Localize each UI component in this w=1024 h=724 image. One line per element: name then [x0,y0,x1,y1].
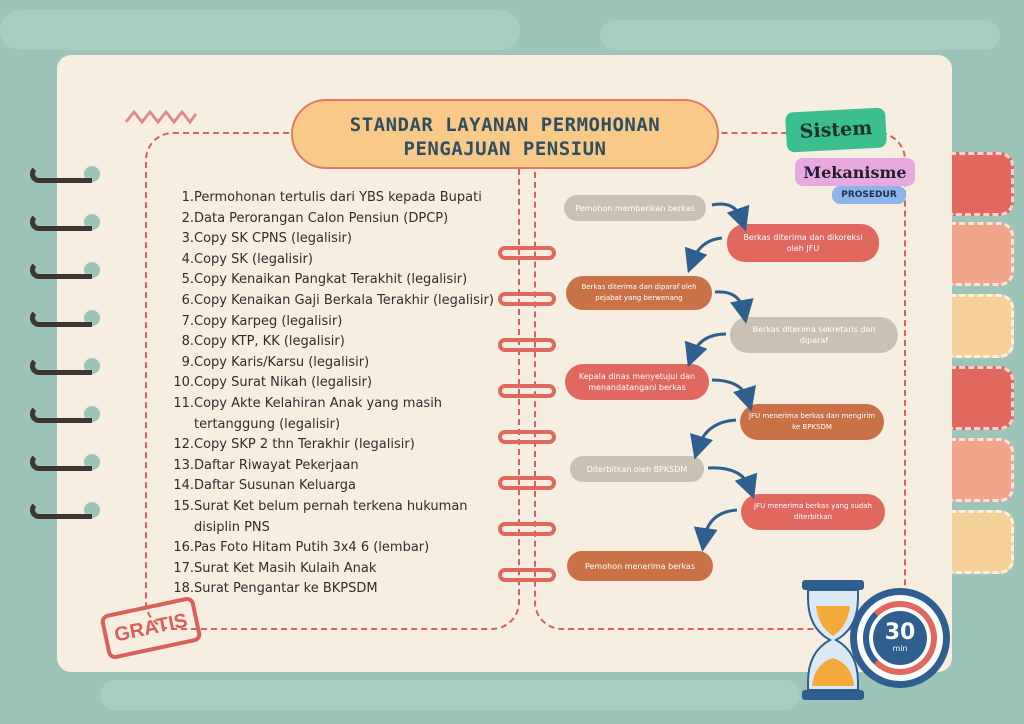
list-item: 3. Copy SK CPNS (legalisir) [181,231,352,247]
timer-icon [850,588,950,688]
gratis-label: GRATIS [112,609,190,646]
flow-arrow [712,380,748,400]
flow-step: JFU menerima berkas yang sudah diterbitkan [741,494,885,530]
flow-step: Berkas diterima dan diparaf oleh pejabat yang berwenang [566,276,712,310]
timer-face [873,611,927,665]
flow-step: Kepala dinas menyetujui dan menandatangani berkas [565,364,709,400]
mekanisme-badge: Mekanisme [795,158,915,186]
list-item: 14. Daftar Susunan Keluarga [173,478,356,494]
flow-arrow [698,420,736,448]
list-item: 15. Surat Ket belum pernah terkena hukuman disiplin PNS [173,498,468,535]
prosedur-badge: PROSEDUR [832,186,906,204]
timer-value: 30 [884,620,916,645]
flow-step: Berkas diterima dan dikoreksi oleh JFU [727,224,879,262]
timer-unit: min [892,644,908,653]
flow-arrow [715,292,744,312]
list-item: 5. Copy Kenaikan Pangkat Terakhit (legalisir) [181,272,468,288]
list-item: 17. Surat Ket Masih Kulaih Anak [173,560,377,576]
flow-arrow [708,468,750,488]
flow-step: JFU menerima berkas dan mengirim ke BPKSDM [740,404,884,440]
flow-step: Diterbitkan oleh BPKSDM [570,456,704,482]
list-item: 1. Permohonan tertulis dari YBS kepada Bupati [181,190,482,205]
flow-arrow [692,334,726,356]
flow-arrow [704,510,737,540]
list-item: 18. Surat Pengantar ke BKPSDM [173,581,378,597]
list-item: 7. Copy Karpeg (legalisir) [181,313,343,329]
flow-step: Berkas diterima sekretaris dan diparaf [730,317,898,353]
sistem-badge: Sistem [785,107,887,152]
list-item: 12. Copy SKP 2 thn Terakhir (legalisir) [173,437,415,453]
title-line-2: PENGAJUAN PENSIUN [403,138,607,160]
list-item: 4. Copy SK (legalisir) [181,251,313,267]
flow-step: Pemohon menerima berkas [567,551,713,581]
list-item: 10. Copy Surat Nikah (legalisir) [173,375,373,391]
list-item: 6. Copy Kenaikan Gaji Berkala Terakhir (legalisir) [181,292,494,308]
list-item: 8. Copy KTP, KK (legalisir) [181,334,345,350]
flow-arrow [712,204,742,220]
flow-step: Pemohon memberikan berkas [564,195,706,221]
list-item: 13. Daftar Riwayat Pekerjaan [173,457,359,473]
list-item: 9. Copy Karis/Karsu (legalisir) [181,354,370,370]
list-item: 2. Data Perorangan Calon Pensiun (DPCP) [181,210,449,226]
title-line-1: STANDAR LAYANAN PERMOHONAN [349,114,661,136]
flow-arrow [692,238,722,262]
list-item: 11. Copy Akte Kelahiran Anak yang masih tertanggung (legalisir) [173,395,443,432]
list-item: 16. Pas Foto Hitam Putih 3x4 6 (lembar) [173,540,430,556]
